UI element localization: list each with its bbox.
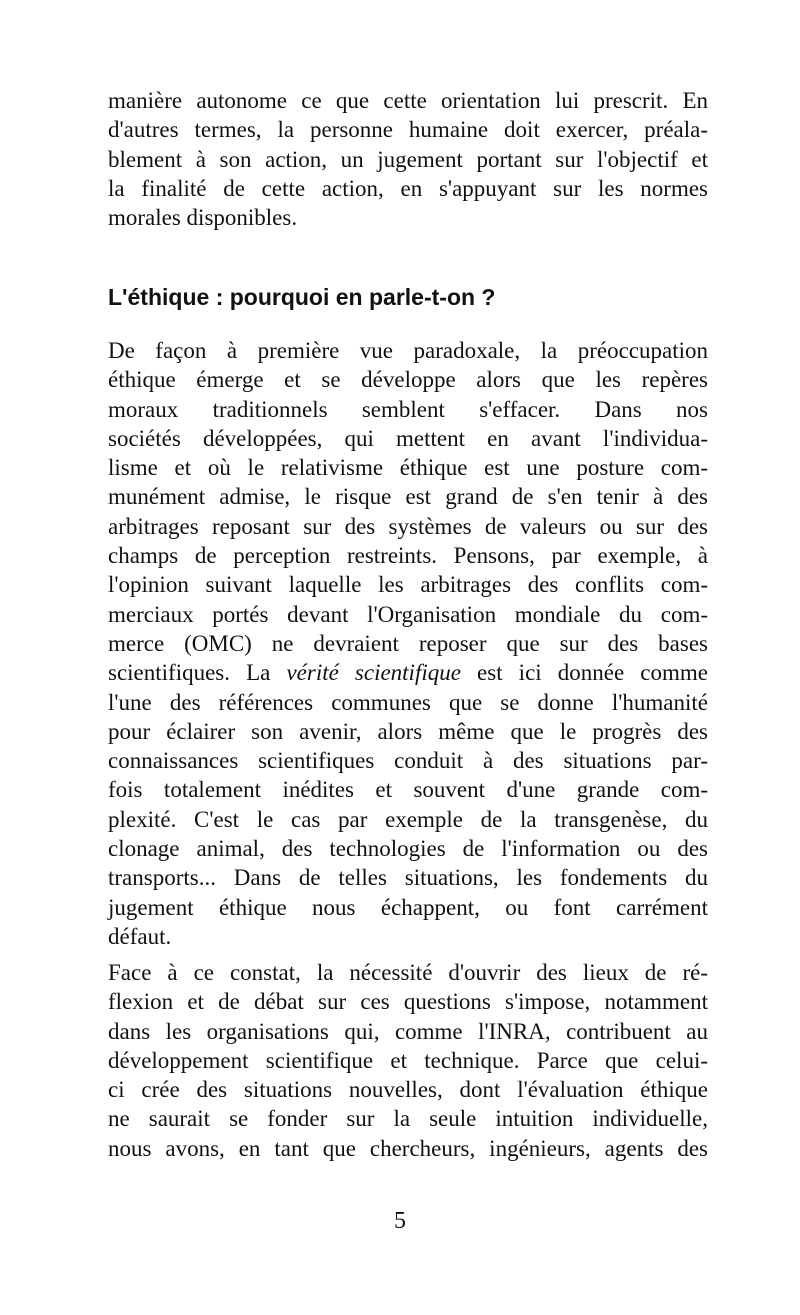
paragraph-1 xyxy=(108,86,708,232)
text-line: clonage animal, des technologies de l'information ou des xyxy=(108,836,708,862)
text-line: De façon à première vue paradoxale, la préoccupation xyxy=(108,338,708,363)
text-line: Face à ce constat, la nécessité d'ouvrir des lieux de ré- xyxy=(108,960,708,985)
text-line: ci crée des situations nouvelles, dont l'évaluation éthique xyxy=(108,1077,708,1103)
text-line: l'une des références communes que se donne l'humanité xyxy=(108,689,708,715)
text-line: la finalité de cette action, en s'appuyant sur les normes xyxy=(108,175,708,201)
section-heading: L'éthique : pourquoi en parle-t-on ? xyxy=(108,284,496,310)
text-line: développement scientifique et technique. Parce que celui- xyxy=(108,1047,708,1073)
text-line: dans les organisations qui, comme l'INRA, contribuent au xyxy=(108,1018,708,1044)
text-line: sociétés développées, qui mettent en avant l'individua- xyxy=(108,425,708,451)
text-line: flexion et de débat sur ces questions s'impose, notamment xyxy=(108,989,708,1015)
text-line: arbitrages reposant sur des systèmes de valeurs ou sur des xyxy=(108,513,708,539)
text-segment: scientifiques. La xyxy=(108,660,287,686)
italic-phrase: vérité scientifique xyxy=(286,660,461,686)
text-line: blement à son action, un jugement portant sur l'objectif et xyxy=(108,146,708,172)
text-line: morales disponibles. xyxy=(108,205,298,231)
text-segment: est ici donnée comme xyxy=(460,660,708,686)
text-line: merciaux portés devant l'Organisation mondiale du com- xyxy=(108,601,708,627)
paragraph-2 xyxy=(108,336,708,951)
text-line: défaut. xyxy=(108,923,172,949)
text-line: transports... Dans de telles situations, les fondements du xyxy=(108,865,708,891)
text-line: l'opinion suivant laquelle les arbitrages des conflits com- xyxy=(108,572,708,598)
text-line: moraux traditionnels semblent s'effacer. Dans nos xyxy=(108,396,708,422)
text-line: fois totalement inédites et souvent d'une grande com- xyxy=(108,777,708,803)
text-line: éthique émerge et se développe alors que les repères xyxy=(108,367,708,393)
text-line: champs de perception restreints. Pensons, par exemple, à xyxy=(108,543,708,569)
text-line: jugement éthique nous échappent, ou font carrément xyxy=(108,894,708,920)
text-line: manière autonome ce que cette orientation lui prescrit. En xyxy=(108,88,708,113)
text-line: lisme et où le relativisme éthique est une posture com- xyxy=(108,455,708,481)
page-number: 5 xyxy=(394,1208,406,1234)
text-line: pour éclairer son avenir, alors même que le progrès des xyxy=(108,718,708,744)
text-line xyxy=(108,658,708,687)
text-line: munément admise, le risque est grand de s'en tenir à des xyxy=(108,484,708,510)
text-line: merce (OMC) ne devraient reposer que sur des bases xyxy=(108,630,708,656)
text-line: connaissances scientifiques conduit à des situations par- xyxy=(108,748,708,774)
paragraph-3 xyxy=(108,958,708,1163)
text-line: d'autres termes, la personne humaine doit exercer, préala- xyxy=(108,117,708,143)
text-line: ne saurait se fonder sur la seule intuition individuelle, xyxy=(108,1106,708,1132)
text-line: nous avons, en tant que chercheurs, ingénieurs, agents des xyxy=(108,1135,708,1161)
text-line: plexité. C'est le cas par exemple de la transgenèse, du xyxy=(108,806,708,832)
